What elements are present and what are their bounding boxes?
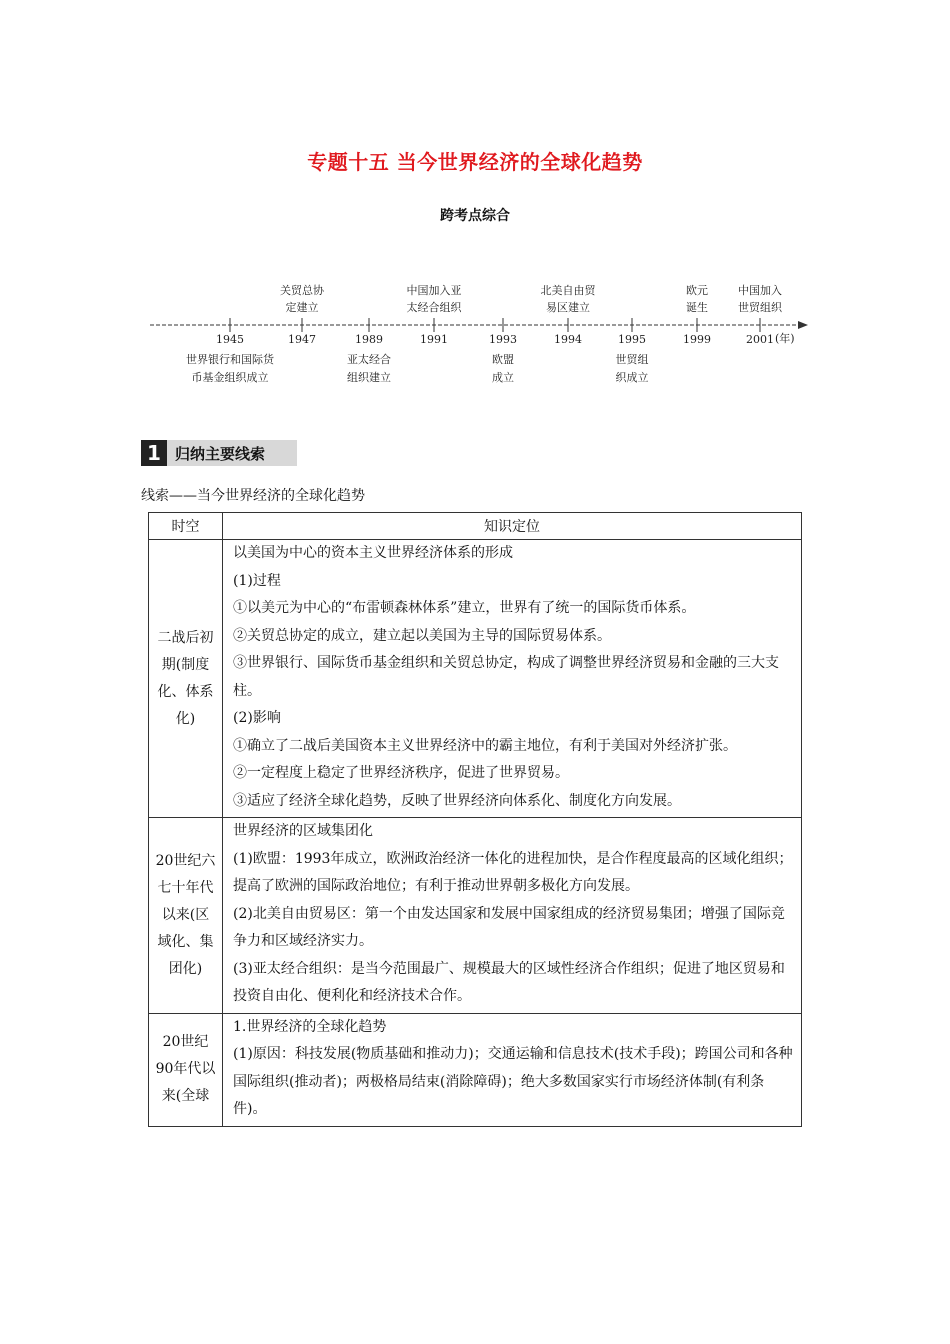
knowledge-line: 以美国为中心的资本主义世界经济体系的形成 [233,545,513,561]
knowledge-line: ③世界银行、国际货币基金组织和关贸总协定，构成了调整世界经济贸易和金融的三大支柱。 [233,655,779,699]
timeline-event-above: 北美自由贸 [540,284,596,297]
timeline-unit: (年) [775,332,795,345]
knowledge-table [148,512,802,1127]
timeline-event-below: 织成立 [615,371,649,384]
knowledge-line: 1.世界经济的全球化趋势 [233,1018,387,1035]
timeline-event-above: 太经合组织 [406,301,462,314]
timeline-arrow-icon [798,321,808,329]
page-title: 专题十五 当今世界经济的全球化趋势 [307,150,643,174]
timeline-year: 1994 [554,333,582,346]
timeline-event-above: 关贸总协 [280,284,324,297]
timeline-event-below: 欧盟 [492,353,514,366]
section-label: 归纳主要线索 [175,444,266,463]
page-subtitle: 跨考点综合 [440,208,510,224]
knowledge-line: ②一定程度上稳定了世界经济秩序，促进了世界贸易。 [233,765,569,781]
timeline-year: 1995 [618,333,646,346]
knowledge-line: ②关贸总协定的成立，建立起以美国为主导的国际贸易体系。 [233,627,611,644]
time-cell: 二战后初期(制度化、体系化) [149,540,223,818]
table-row [149,818,802,1014]
knowledge-line: (2)影响 [233,710,281,726]
timeline-event-below: 世界银行和国际货 [186,353,274,366]
header-time: 时空 [149,513,223,540]
knowledge-cell [223,540,802,818]
timeline-event-below: 组织建立 [347,371,391,384]
timeline-event-below: 亚太经合 [347,353,391,366]
timeline-event-below: 成立 [492,371,514,384]
table-row [149,1013,802,1126]
timeline-event-above: 定建立 [285,301,319,314]
knowledge-line: ①确立了二战后美国资本主义世界经济中的霸主地位，有利于美国对外经济扩张。 [233,737,737,754]
timeline-year: 1945 [216,333,244,346]
timeline-event-below: 世贸组 [615,353,649,366]
timeline-year: 2001 [746,333,774,346]
table-row [149,540,802,818]
table-caption: 线索——当今世界经济的全球化趋势 [141,488,365,504]
timeline [0,270,950,400]
knowledge-line: (1)欧盟：1993年成立，欧洲政治经济一体化的进程加快，是合作程度最高的区域化组织；提高了欧洲的国际政治地位；有利于推动世界朝多极化方向发展。 [233,850,793,894]
timeline-event-above: 中国加入亚 [406,284,462,297]
knowledge-line: ①以美元为中心的“布雷顿森林体系”建立，世界有了统一的国际货币体系。 [233,600,696,616]
timeline-event-above: 中国加入 [738,284,782,297]
timeline-year: 1989 [355,333,383,346]
knowledge-line: (2)北美自由贸易区：第一个由发达国家和发展中国家组成的经济贸易集团；增强了国际竞争力和区域经济实力。 [233,905,785,949]
time-cell: 20世纪六七十年代以来(区域化、集团化) [149,818,223,1014]
section-heading [141,440,297,466]
time-cell: 20世纪90年代以来(全球 [149,1013,223,1126]
knowledge-line: (1)过程 [233,572,281,589]
timeline-event-above: 欧元 [686,284,708,297]
knowledge-line: 世界经济的区域集团化 [233,823,373,839]
knowledge-line: (1)原因：科技发展(物质基础和推动力)；交通运输和信息技术(技术手段)；跨国公司和各种国际组织(推动者)；两极格局结束(消除障碍)；绝大多数国家实行市场经济体制(有利条件)。 [233,1046,793,1117]
section-number: 1 [141,440,167,466]
knowledge-cell [223,818,802,1014]
timeline-year: 1991 [420,333,448,346]
timeline-event-above: 世贸组织 [738,301,782,314]
timeline-year: 1947 [288,333,316,346]
header-knowledge: 知识定位 [223,513,802,540]
timeline-year: 1999 [683,333,711,346]
knowledge-line: (3)亚太经合组织：是当今范围最广、规模最大的区域性经济合作组织；促进了地区贸易和投资自由化、便利化和经济技术合作。 [233,960,785,1004]
knowledge-line: ③适应了经济全球化趋势，反映了世界经济向体系化、制度化方向发展。 [233,792,681,809]
knowledge-cell [223,1013,802,1126]
timeline-event-above: 诞生 [686,301,708,314]
timeline-event-above: 易区建立 [546,301,590,314]
table-header-row [149,513,802,540]
timeline-year: 1993 [489,333,517,346]
timeline-event-below: 币基金组织成立 [191,371,269,384]
